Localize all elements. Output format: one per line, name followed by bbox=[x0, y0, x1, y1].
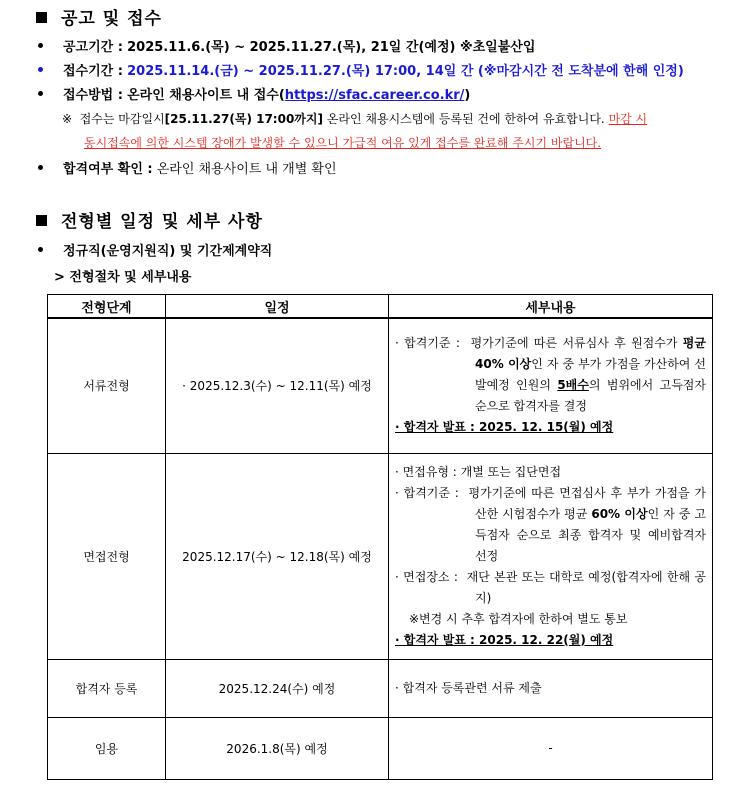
criteria-document: · 합격기준 : 평가기준에 따른 서류심사 후 원점수가 평균 40% 이상인 자 중 부가 가점을 가산하여 선발예정 인원의 5배수의 범위에서 고득점자 순으로 합격자를 결정 bbox=[395, 336, 706, 414]
interview-place: · 면접장소 : 재단 본관 또는 대학로 예정(합격자에 한해 공지) bbox=[395, 569, 706, 605]
details-appointment: - bbox=[389, 717, 713, 779]
bullet-announcement-period: 공고기간 : 2025.11.6.(목) ~ 2025.11.27.(목), 21일 간(예정) ※초일불산입 bbox=[38, 36, 535, 55]
stage-interview: 면접전형 bbox=[48, 453, 166, 659]
announce-interview: · 합격자 발표 : 2025. 12. 22(월) 예정 bbox=[395, 632, 614, 647]
criteria-interview: · 합격기준 : 평가기준에 따른 면접심사 후 부가 가점을 가산한 시험점수가 평균 60% 이상인 자 중 고득점자 순으로 최종 합격자 및 예비합격자 선정 bbox=[395, 485, 707, 563]
square-bullet-icon bbox=[36, 12, 47, 23]
schedule-interview: 2025.12.17(수) ~ 12.18(목) 예정 bbox=[166, 453, 389, 659]
table-row bbox=[48, 717, 713, 779]
table-row bbox=[48, 318, 713, 453]
section-title-announcement: 공고 및 접수 bbox=[36, 4, 162, 29]
schedule-appointment: 2026.1.8(목) 예정 bbox=[166, 717, 389, 779]
square-bullet-icon bbox=[36, 215, 47, 226]
stage-document: 서류전형 bbox=[48, 318, 166, 453]
interview-type: · 면접유형 : 개별 또는 집단면접 bbox=[395, 464, 562, 479]
bullet-dot-icon bbox=[38, 43, 43, 48]
details-interview bbox=[389, 453, 713, 659]
stage-registration: 합격자 등록 bbox=[48, 659, 166, 717]
schedule-registration: 2025.12.24(수) 예정 bbox=[166, 659, 389, 717]
application-note-warning: 동시접속에 의한 시스템 장애가 발생할 수 있으니 가급적 여유 있게 접수를 완료해 주시기 바랍니다. bbox=[84, 136, 602, 150]
details-document bbox=[389, 318, 713, 453]
application-note: ※ 접수는 마감일시[25.11.27(목) 17:00까지] 온라인 채용시스템에 등록된 건에 한하여 유효합니다. 마감 시 bbox=[62, 112, 648, 126]
table-row bbox=[48, 453, 713, 659]
stage-appointment: 임용 bbox=[48, 717, 166, 779]
change-note: ※변경 시 추후 합격자에 한하여 별도 통보 bbox=[409, 611, 628, 626]
bullet-dot-icon bbox=[38, 165, 43, 170]
bullet-dot-icon bbox=[38, 247, 43, 252]
section-title-schedule: 전형별 일정 및 세부 사항 bbox=[36, 207, 263, 232]
bullet-application-period: 접수기간 : 2025.11.14.(금) ~ 2025.11.27.(목) 17:00, 14일 간 (※마감시간 전 도착분에 한해 인정) bbox=[38, 60, 684, 79]
bullet-dot-icon bbox=[38, 67, 43, 72]
bullet-category: 정규직(운영지원직) 및 기간제계약직 bbox=[38, 240, 272, 259]
header-details: 세부내용 bbox=[389, 295, 713, 319]
selection-schedule-table bbox=[47, 294, 713, 780]
announce-document: · 합격자 발표 : 2025. 12. 15(월) 예정 bbox=[395, 420, 614, 435]
table-row bbox=[48, 659, 713, 717]
header-schedule: 일정 bbox=[166, 295, 389, 319]
bullet-application-method: 접수방법 : 온라인 채용사이트 내 접수(https://sfac.career.co.kr/) bbox=[38, 84, 470, 103]
bullet-result-check: 합격여부 확인 : 온라인 채용사이트 내 개별 확인 bbox=[38, 158, 337, 177]
header-stage: 전형단계 bbox=[48, 295, 166, 319]
details-registration: · 합격자 등록관련 서류 제출 bbox=[389, 659, 713, 717]
procedure-subheading: > 전형절차 및 세부내용 bbox=[54, 270, 192, 285]
schedule-document: · 2025.12.3(수) ~ 12.11(목) 예정 bbox=[166, 318, 389, 453]
bullet-dot-icon bbox=[38, 91, 43, 96]
career-site-link[interactable]: https://sfac.career.co.kr/ bbox=[284, 88, 465, 103]
